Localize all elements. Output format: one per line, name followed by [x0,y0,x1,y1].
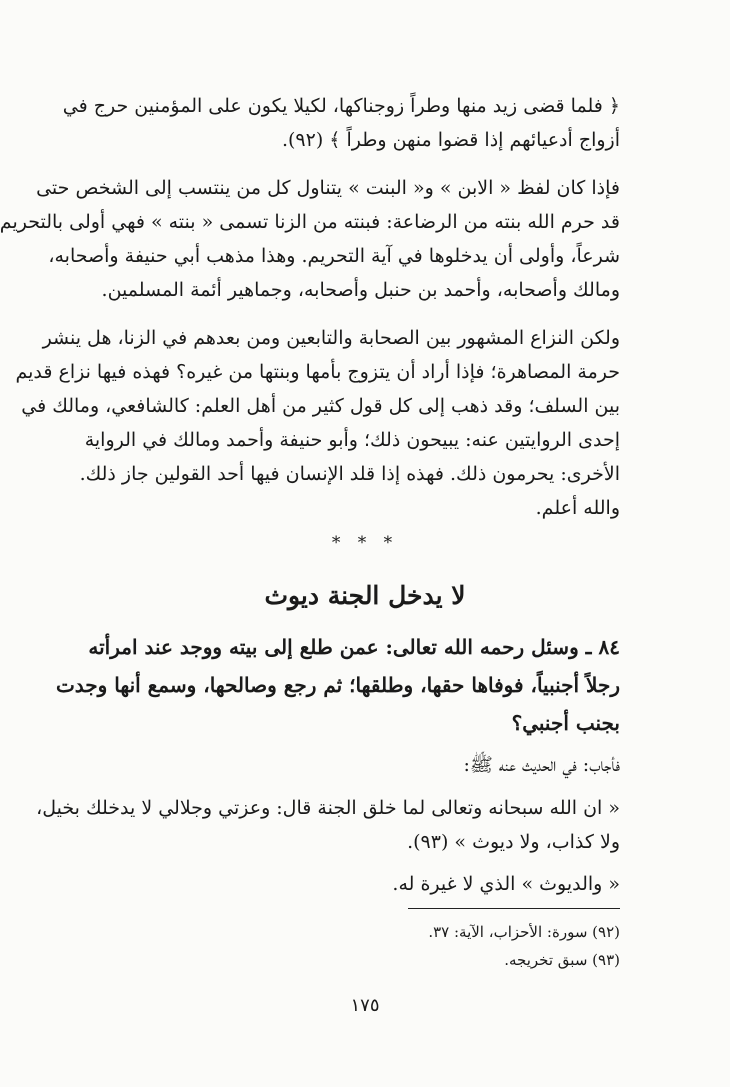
hadith-line: ولا كذاب، ولا ديوث » (٩٣). [407,831,620,853]
definition-line: « والديوث » الذي لا غيرة له. [392,873,620,895]
paragraph-line: بين السلف؛ وقد ذهب إلى كل قول كثير من أهل العلم: كالشافعي، ومالك في [21,395,620,417]
footnote: (٩٣) سبق تخريجه. [504,951,620,969]
section-title: لا يدخل الجنة ديوث [264,581,466,610]
paragraph-line: إحدى الروايتين عنه: يبيحون ذلك؛ وأبو حنيفة وأحمد ومالك في الرواية [84,429,620,451]
paragraph-line: قد حرم الله بنته من الرضاعة: فبنته من الزنا تسمى « بنته » فهي أولى بالتحريم [0,211,620,233]
question-line: بجنب أجنبي؟ [511,711,620,735]
paragraph-line: ولكن النزاع المشهور بين الصحابة والتابعين ومن بعدهم في الزنا، هل ينشر [42,327,620,349]
page-number: ١٧٥ [350,995,380,1016]
paragraph-line: شرعاً، وأولى أن يدخلوها في آية التحريم. وهذا مذهب أبي حنيفة وأصحابه، [48,245,620,267]
footnote-divider [408,908,620,909]
paragraph-line: والله أعلم. [535,497,620,519]
hadith-line: « ان الله سبحانه وتعالى لما خلق الجنة قال: وعزتي وجلالي لا يدخلك بخيل، [36,797,620,819]
footnote: (٩٢) سورة: الأحزاب، الآية: ٣٧. [428,923,620,941]
paragraph-line: فإذا كان لفظ « الابن » و« البنت » يتناول كل من ينتسب إلى الشخص حتى [36,177,620,199]
quran-verse-line: أزواج أدعيائهم إذا قضوا منهن وطراً ﴾ (٩٢). [281,129,620,151]
paragraph-line: ومالك وأصحابه، وأحمد بن حنبل وأصحابه، وجماهير أئمة المسلمين. [101,279,620,301]
answer-intro: فأجاب: في الحديث عنه ﷺ: [463,754,620,776]
quran-verse-line: ﴿ فلما قضى زيد منها وطراً زوجناكها، لكيلا يكون على المؤمنين حرج في [62,95,620,117]
question-line: رجلاً أجنبياً، فوفاها حقها، وطلقها؛ ثم رجع وصالحها، وسمع أنها وجدت [55,673,620,697]
section-separator: * * * [331,533,399,553]
question-line: ٨٤ ـ وسئل رحمه الله تعالى: عمن طلع إلى بيته ووجد عند امرأته [88,635,620,659]
paragraph-line: حرمة المصاهرة؛ فإذا أراد أن يتزوج بأمها وبنتها من غيره؟ فهذه فيها نزاع قديم [15,361,620,383]
paragraph-line: الأخرى: يحرمون ذلك. فهذه إذا قلد الإنسان فيها أحد القولين جاز ذلك. [79,463,620,485]
